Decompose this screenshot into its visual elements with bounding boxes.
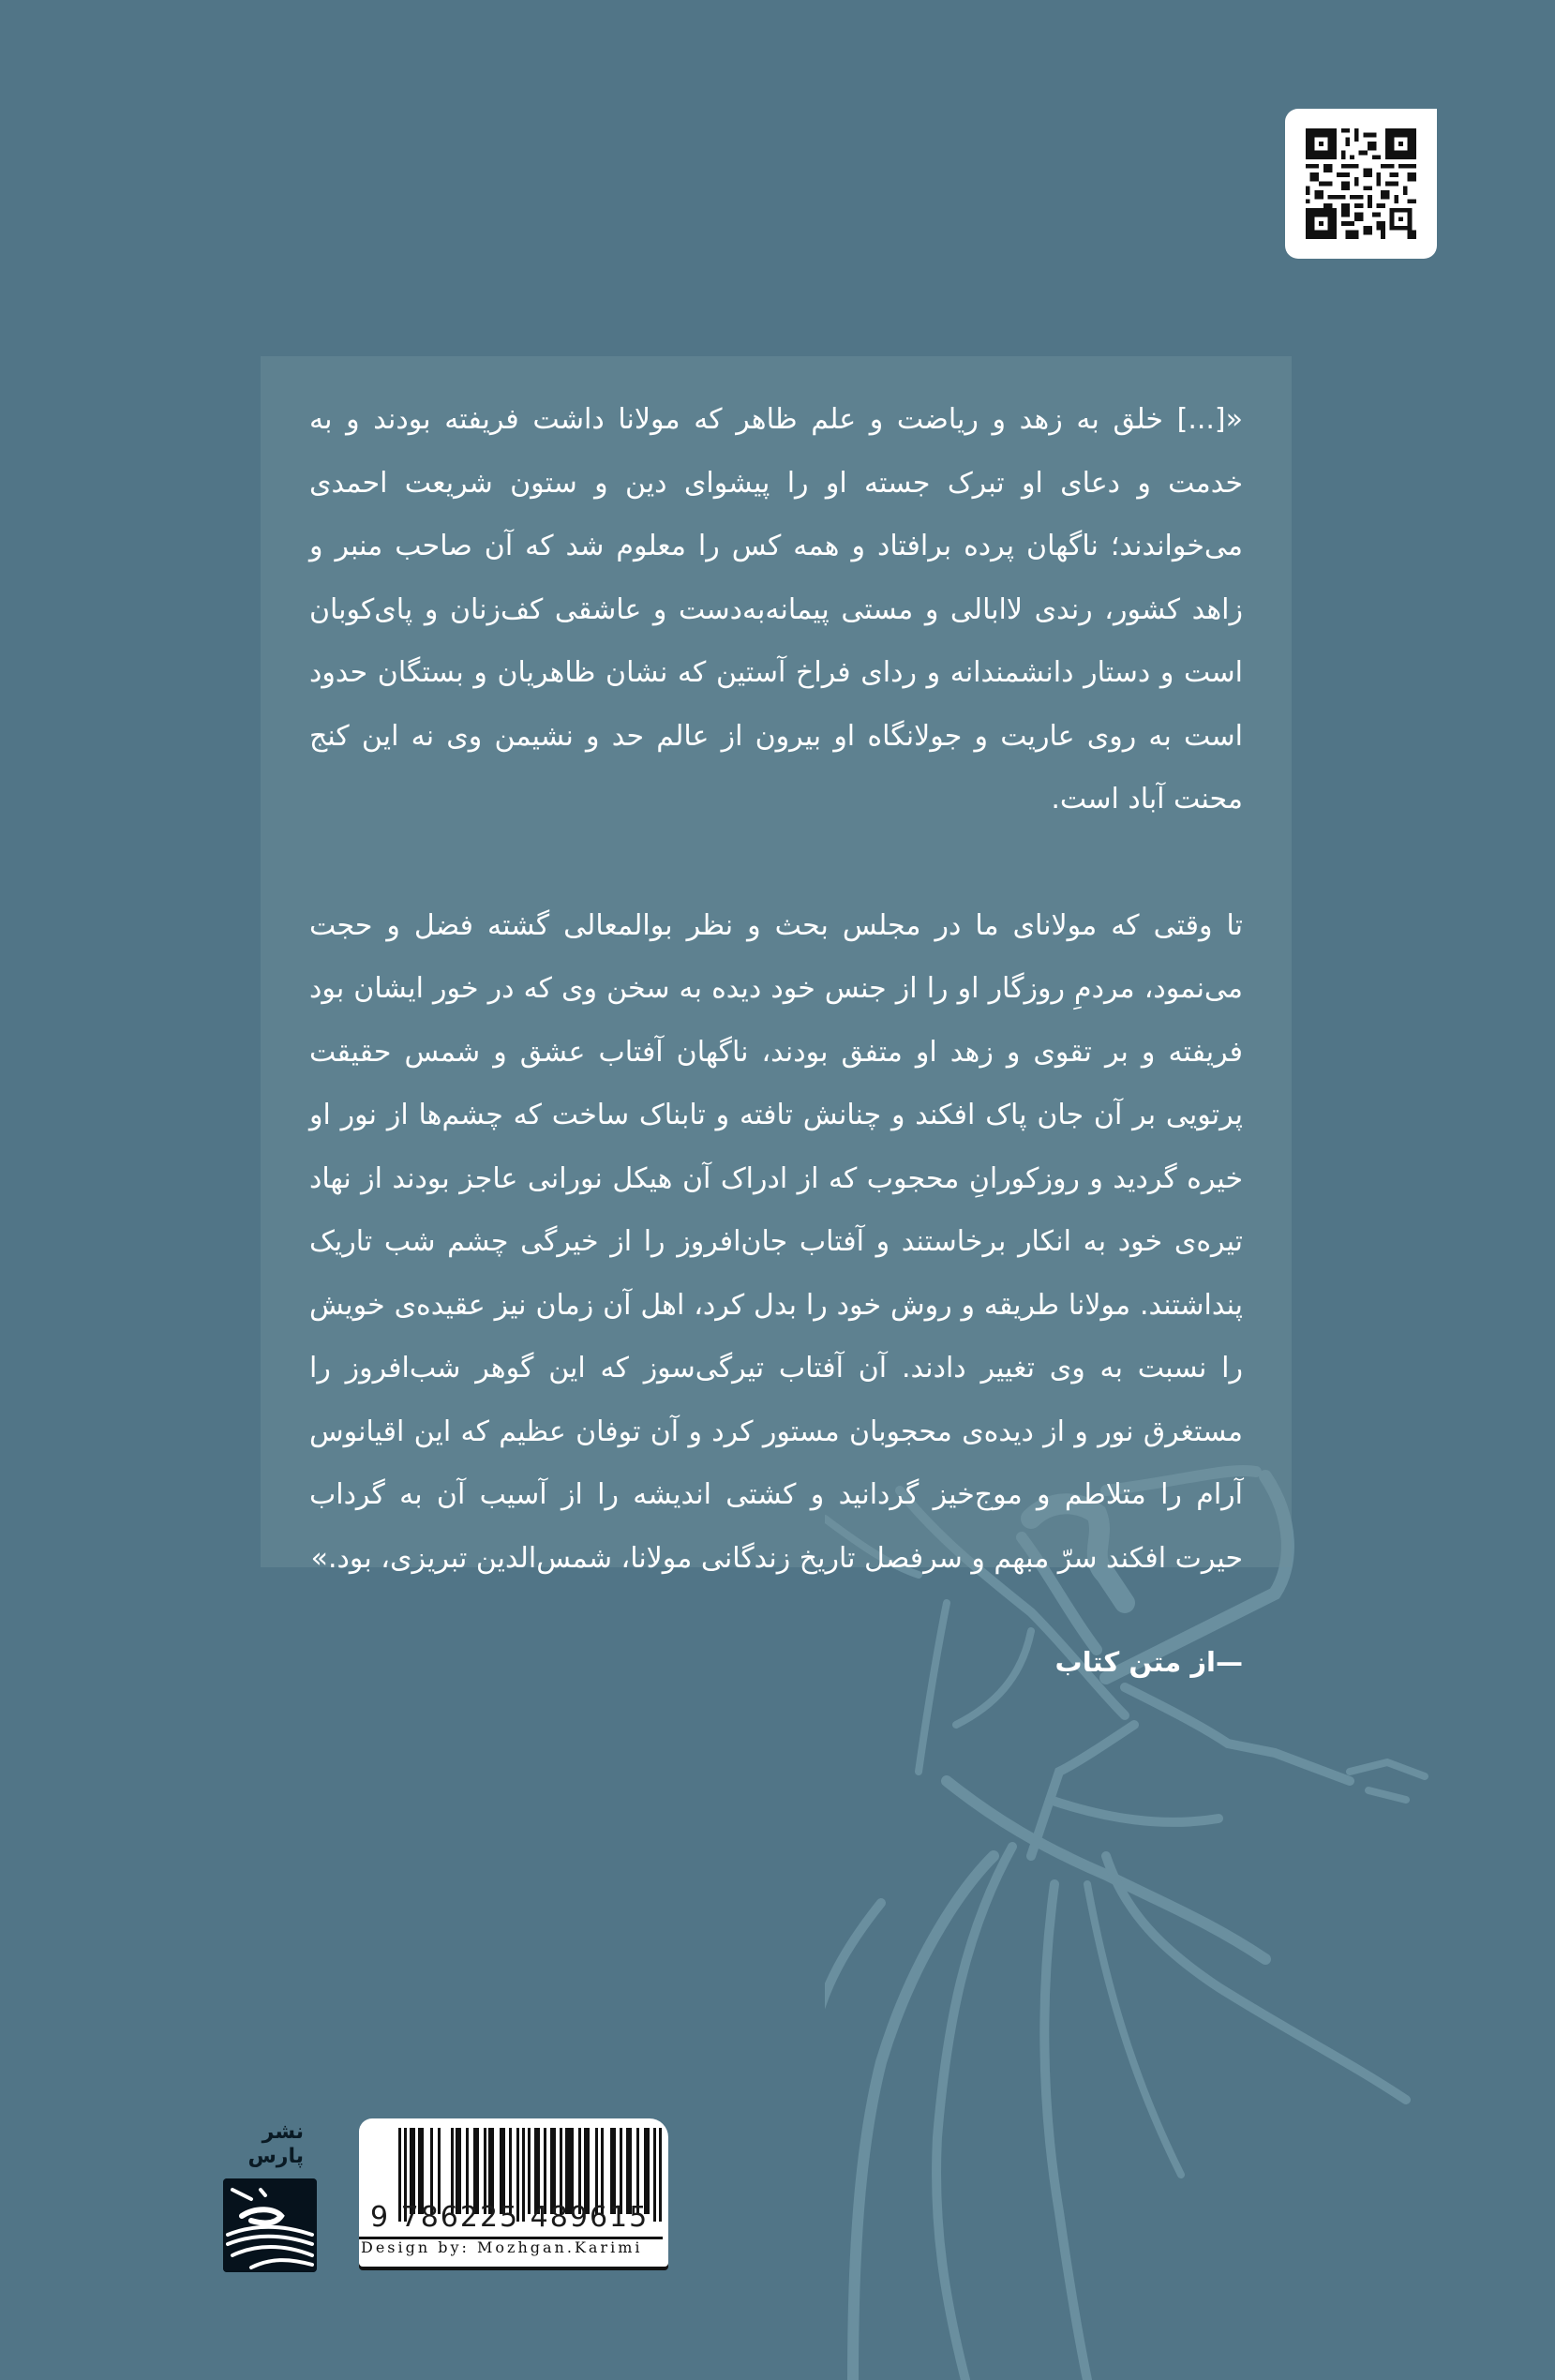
designer-credit: Design by: Mozhgan.Karimi xyxy=(361,2238,643,2256)
quote-source: —از متن کتاب xyxy=(1054,1646,1243,1678)
qr-code-card[interactable] xyxy=(1285,109,1437,259)
isbn-barcode xyxy=(359,2118,668,2267)
isbn-number: 9 786225 489615 xyxy=(370,2201,650,2234)
whirling-dervish-illustration xyxy=(825,1462,1555,2380)
quote-paragraph-1: «[...] خلق به زهد و ریاضت و علم ظاهر که مولانا داشت فریفته بودند و به خدمت و دعای او تبرک جسته او را پیشوای دین و ستون شریعت احمدی می‌خواندند؛ ناگهان پرده برافتاد و همه کس را معلوم شد که آن صاحب منبر و زاهد کشور، رندی لاابالی و مستی پیمانه‌به‌دست و عاشقی کف‌زنان و پای‌کوبان است و دستار دانشمندانه و ردای فراخ آستین که نشان ظاهریان و بستگان حدود است به روی عاریت و جولانگاه او بیرون از عالم حد و نشیمن وی نه این کنج محنت آباد است. xyxy=(309,403,1243,816)
publisher-block xyxy=(236,2120,304,2272)
publisher-wave-logo-icon xyxy=(223,2178,317,2272)
quote-paragraph-2: تا وقتی که مولانای ما در مجلس بحث و نظر بوالمعالی گشته فضل و حجت می‌نمود، مردمِ روزگار او را از جنس خود دیده به سخن وی که در خور ایشان بود فریفته و بر تقوی و زهد او متفق بودند، ناگهان آفتاب عشق و شمس حقیقت پرتویی بر آن جان پاک افکند و چنانش تافته و تابناک ساخت که چشم‌ها از نور او خیره گردید و روزکورانِ محجوب که از ادراک آن هیکل نورانی عاجز بودند از نهاد تیره‌ی خود به انکار برخاستند و آفتاب جان‌افروز را از خیرگی چشم شب تاریک پنداشتند. مولانا طریقه و روش خود را بدل کرد، اهل آن زمان نیز عقیده‌ی خویش را نسبت به وی تغییر دادند. آن آفتاب تیرگی‌سوز که این گوهر شب‌افروز را مستغرق نور و از دیده‌ی محجوبان مستور کرد و آن توفان عظیم که این اقیانوس آرام را متلاطم و موج‌خیز گردانید و کشتی اندیشه را از آسیب آن به گرداب حیرت افکند سرّ مبهم و سرفصل تاریخ زندگانی مولانا، شمس‌الدین تبریزی، بود.» xyxy=(309,908,1243,1575)
qr-code-icon xyxy=(1306,128,1416,239)
quote-panel xyxy=(261,356,1292,1678)
publisher-name: نشر پارس xyxy=(247,2120,304,2168)
